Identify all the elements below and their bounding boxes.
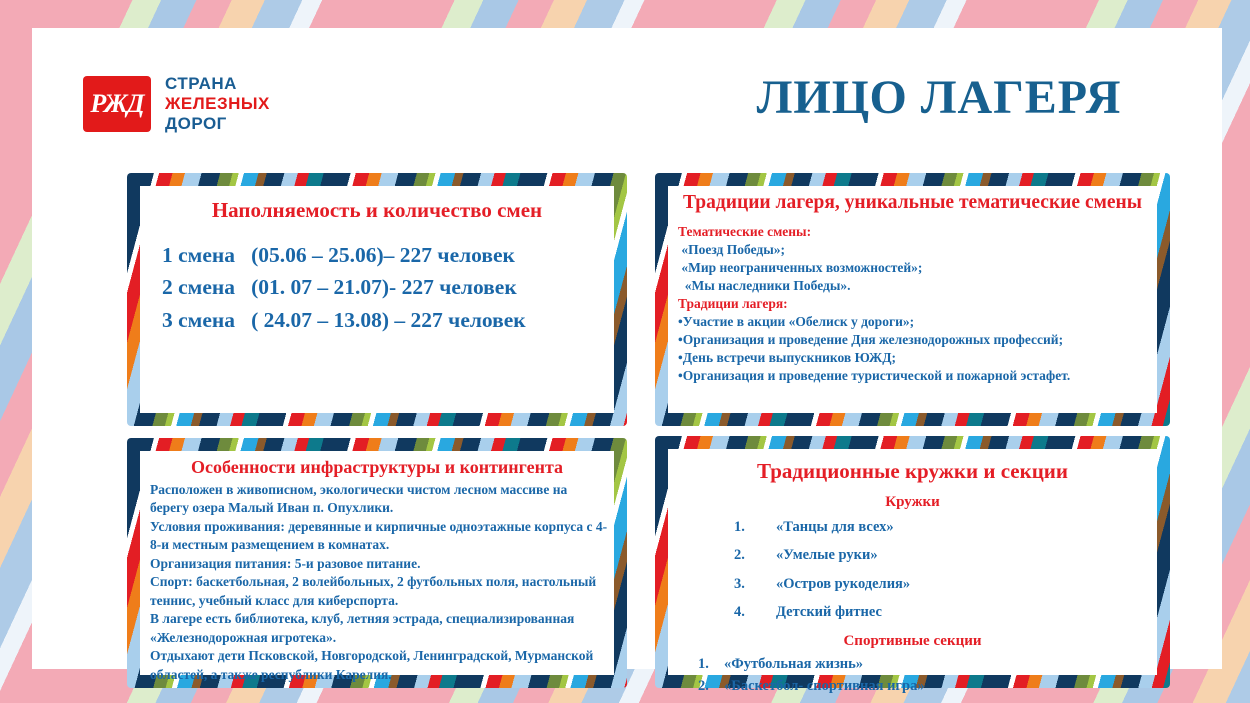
- clubs-subtitle: Кружки: [885, 494, 940, 510]
- card-infrastructure-title: Особенности инфраструктуры и контингента: [190, 457, 564, 477]
- section-item-2-number: 2.: [698, 677, 709, 694]
- card-traditions-inner: [668, 186, 1157, 413]
- section-item-1-number: 1.: [698, 655, 709, 672]
- club-item-1-label: «Танцы для всех»: [776, 519, 894, 535]
- infrastructure-body: [140, 481, 614, 684]
- card-capacity-title: Наполняемость и количество смен: [211, 198, 543, 222]
- capacity-rows: [140, 239, 614, 336]
- tradition-item-2: •Организация и проведение Дня железнодорожных профессий;: [678, 332, 1064, 348]
- club-item-4-number: 4.: [734, 604, 745, 621]
- tradition-item-3: •День встречи выпускников ЮЖД;: [678, 350, 896, 366]
- infra-paragraph-4: Спорт: баскетбольная, 2 волейбольных, 2 футбольных поля, настольный теннис, учебный класс для киберспорта.: [150, 574, 597, 608]
- club-item-4-label: Детский фитнес: [776, 604, 882, 621]
- traditions-heading: Традиции лагеря:: [678, 296, 788, 312]
- rzd-monogram: РЖД: [90, 89, 144, 119]
- logo-line-strana: СТРАНА: [165, 74, 237, 93]
- infra-paragraph-3: Организация питания: 5-и разовое питание.: [150, 555, 421, 571]
- capacity-row-3: 3 смена ( 24.07 – 13.08) – 227 человек: [162, 307, 526, 332]
- thematic-heading: Тематические смены:: [678, 224, 812, 240]
- card-infrastructure-inner: [140, 451, 614, 682]
- section-item-2-label: «Баскетбол- спортивная игра»: [724, 677, 925, 694]
- club-item-4: [734, 604, 1157, 621]
- page-title: ЛИЦО ЛАГЕРЯ: [756, 71, 1122, 124]
- card-capacity: [127, 173, 627, 426]
- club-item-2: [734, 547, 1157, 564]
- card-clubs: [655, 436, 1170, 694]
- slide-canvas: [32, 28, 1222, 694]
- capacity-row-1: 1 смена (05.06 – 25.06)– 227 человек: [162, 243, 515, 267]
- infra-paragraph-1: Расположен в живописном, экологически чистом лесном массиве на берегу озера Малый Иван п. Опухлики.: [150, 482, 568, 516]
- club-item-3-label: «Остров рукоделия»: [776, 575, 911, 592]
- sections-subtitle: Спортивные секции: [843, 632, 982, 649]
- card-traditions: [655, 173, 1170, 426]
- section-item-2: [698, 678, 1157, 695]
- card-traditions-title: Традиции лагеря, уникальные тематические смены: [683, 192, 1142, 213]
- logo-line-dorog: ДОРОГ: [165, 114, 227, 134]
- thematic-item-3: «Мы наследники Победы».: [678, 278, 851, 294]
- tradition-item-4: •Организация и проведение туристической и пожарной эстафет.: [678, 368, 1071, 384]
- thematic-item-1: «Поезд Победы»;: [678, 242, 786, 258]
- section-item-1-label: «Футбольная жизнь»: [724, 655, 864, 672]
- logo-line-zheleznykh: ЖЕЛЕЗНЫХ: [165, 94, 270, 114]
- rzd-logo: [83, 74, 270, 134]
- capacity-row-2: 2 смена (01. 07 – 21.07)- 227 человек: [162, 275, 517, 300]
- club-item-3-number: 3.: [734, 575, 745, 592]
- rzd-logo-icon: [83, 76, 151, 132]
- card-capacity-inner: [140, 186, 614, 413]
- clubs-list: [668, 519, 1157, 622]
- section-item-1: [698, 656, 1157, 673]
- logo-text: [165, 74, 270, 134]
- infra-paragraph-5: В лагере есть библиотека, клуб, летняя эстрада, специализированная «Железнодорожная игротека».: [150, 611, 575, 645]
- club-item-1-number: 1.: [734, 519, 745, 535]
- club-item-1: [734, 519, 1157, 536]
- infra-paragraph-6: Отдыхают дети Псковской, Новгородской, Ленинградской, Мурманской областей, а также республики Карелия.: [150, 648, 594, 682]
- club-item-2-label: «Умелые руки»: [776, 547, 878, 564]
- card-clubs-inner: [668, 449, 1157, 694]
- thematic-item-2: «Мир неограниченных возможностей»;: [678, 260, 923, 276]
- card-clubs-title: Традиционные кружки и секции: [756, 459, 1069, 483]
- club-item-3: [734, 576, 1157, 593]
- sections-list: [668, 656, 1157, 696]
- tradition-item-1: •Участие в акции «Обелиск у дороги»;: [678, 314, 915, 330]
- club-item-2-number: 2.: [734, 547, 745, 564]
- infra-paragraph-2: Условия проживания: деревянные и кирпичные одноэтажные корпуса с 4-8-и местным размещением в комнатах.: [150, 518, 608, 553]
- traditions-body: [668, 223, 1157, 385]
- card-infrastructure: [127, 438, 627, 688]
